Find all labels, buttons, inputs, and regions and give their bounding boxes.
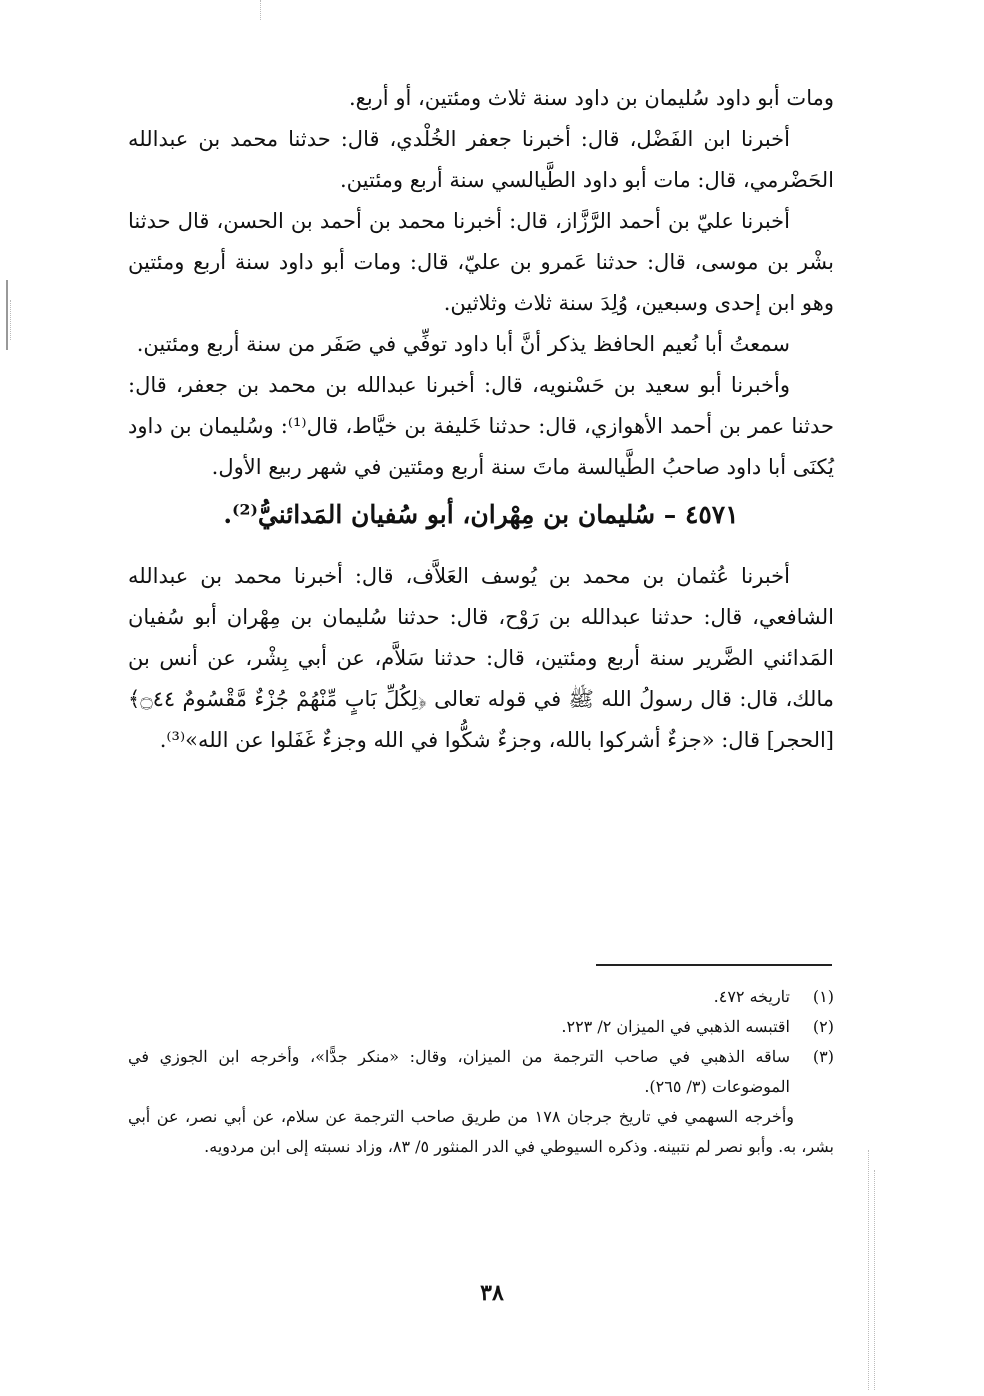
entry-heading: ٤٥٧١ – سُليمان بن مِهْران، أبو سُفيان المَدائنيُّ⁽²⁾. bbox=[223, 500, 739, 529]
paragraph: أخبرنا ابن الفَضْل، قال: أخبرنا جعفر الخُلْدي، قال: حدثنا محمد بن عبدالله الحَضْرمي، قال: مات أبو داود الطَّيالسي سنة أربع ومئتين. bbox=[128, 127, 834, 192]
paragraph: أخبرنا عُثمان بن محمد بن يُوسف العَلاَّف، قال: أخبرنا محمد بن عبدالله الشافعي، قال: حدثنا عبدالله بن رَوْح، قال: حدثنا سُليمان بن مِهْران أبو سُفيان المَدائني الضَّرير سنة أربع ومئتين، قال: حدثنا سَلاَّم، عن أبي بِشْر، عن أنس بن مالك، قال: قال رسولُ الله ﷺ في قوله تعالى ﴿لِكُلِّ بَابٍ مِّنْهُمْ جُزْءٌ مَّقْسُومٌ ۝٤٤﴾ [الحجر] قال: «جزءٌ أشركوا بالله، وجزءٌ شكُّوا في الله وجزءٌ غَفَلوا عن الله»⁽³⁾. bbox=[128, 564, 834, 752]
footnote bbox=[128, 1042, 834, 1102]
footnote-number: (١) bbox=[812, 987, 834, 1006]
footnote bbox=[128, 1012, 834, 1042]
footnote-continuation: وأخرجه السهمي في تاريخ جرجان ١٧٨ من طريق صاحب الترجمة عن سلام، عن أبي نصر، عن أبي بشر، به. وأبو نصر لم نتبينه. وذكره السيوطي في الدر المنثور ٥/ ٨٣، وزاد نسبته إلى ابن مردويه. bbox=[128, 1107, 834, 1156]
main-text bbox=[128, 78, 834, 761]
footnote-number: (٢) bbox=[812, 1017, 834, 1036]
scan-artifact bbox=[6, 280, 8, 350]
page-number: ٣٨ bbox=[480, 1280, 504, 1306]
footnote-text: تاريخه ٤٧٢. bbox=[713, 987, 790, 1006]
paragraph: ومات أبو داود سُليمان بن داود سنة ثلاث ومئتين، أو أربع. bbox=[348, 86, 834, 110]
footnote-text: ساقه الذهبي في صاحب الترجمة من الميزان، وقال: «منكر جدًّا»، وأخرجه ابن الجوزي في الموضوعات (٣/ ٢٦٥). bbox=[128, 1047, 790, 1096]
scan-artifact bbox=[874, 1170, 875, 1390]
footnote bbox=[128, 982, 834, 1012]
paragraph: أخبرنا عليّ بن أحمد الرَّزَّاز، قال: أخبرنا محمد بن أحمد بن الحسن، قال حدثنا بشْر بن موسى، قال: حدثنا عَمرو بن عليّ، قال: ومات أبو داود سنة أربع ومئتين وهو ابن إحدى وسبعين، وُلِدَ سنة ثلاث وثلاثين. bbox=[128, 209, 834, 315]
scan-artifact bbox=[10, 300, 11, 340]
footnote-text: اقتبسه الذهبي في الميزان ٢/ ٢٢٣. bbox=[561, 1017, 790, 1036]
paragraph: وأخبرنا أبو سعيد بن حَسْنويه، قال: أخبرنا عبدالله بن محمد بن جعفر، قال: حدثنا عمر بن أحمد الأهوازي، قال: حدثنا خَليفة بن خيَّاط، قال⁽¹⁾: وسُليمان بن داود يُكنَى أبا داود صاحبُ الطَّيالسة ماتَ سنة أربع ومئتين في شهر ربيع الأول. bbox=[128, 373, 834, 479]
paragraph: سمعتُ أبا نُعيم الحافظ يذكر أنَّ أبا داود توفِّي في صَفَر من سنة أربع ومئتين. bbox=[136, 332, 790, 356]
footnote-separator bbox=[596, 964, 832, 966]
footnote-number: (٣) bbox=[812, 1047, 834, 1066]
scan-artifact bbox=[868, 1150, 869, 1390]
scan-artifact bbox=[260, 0, 261, 20]
footnotes bbox=[128, 982, 834, 1162]
